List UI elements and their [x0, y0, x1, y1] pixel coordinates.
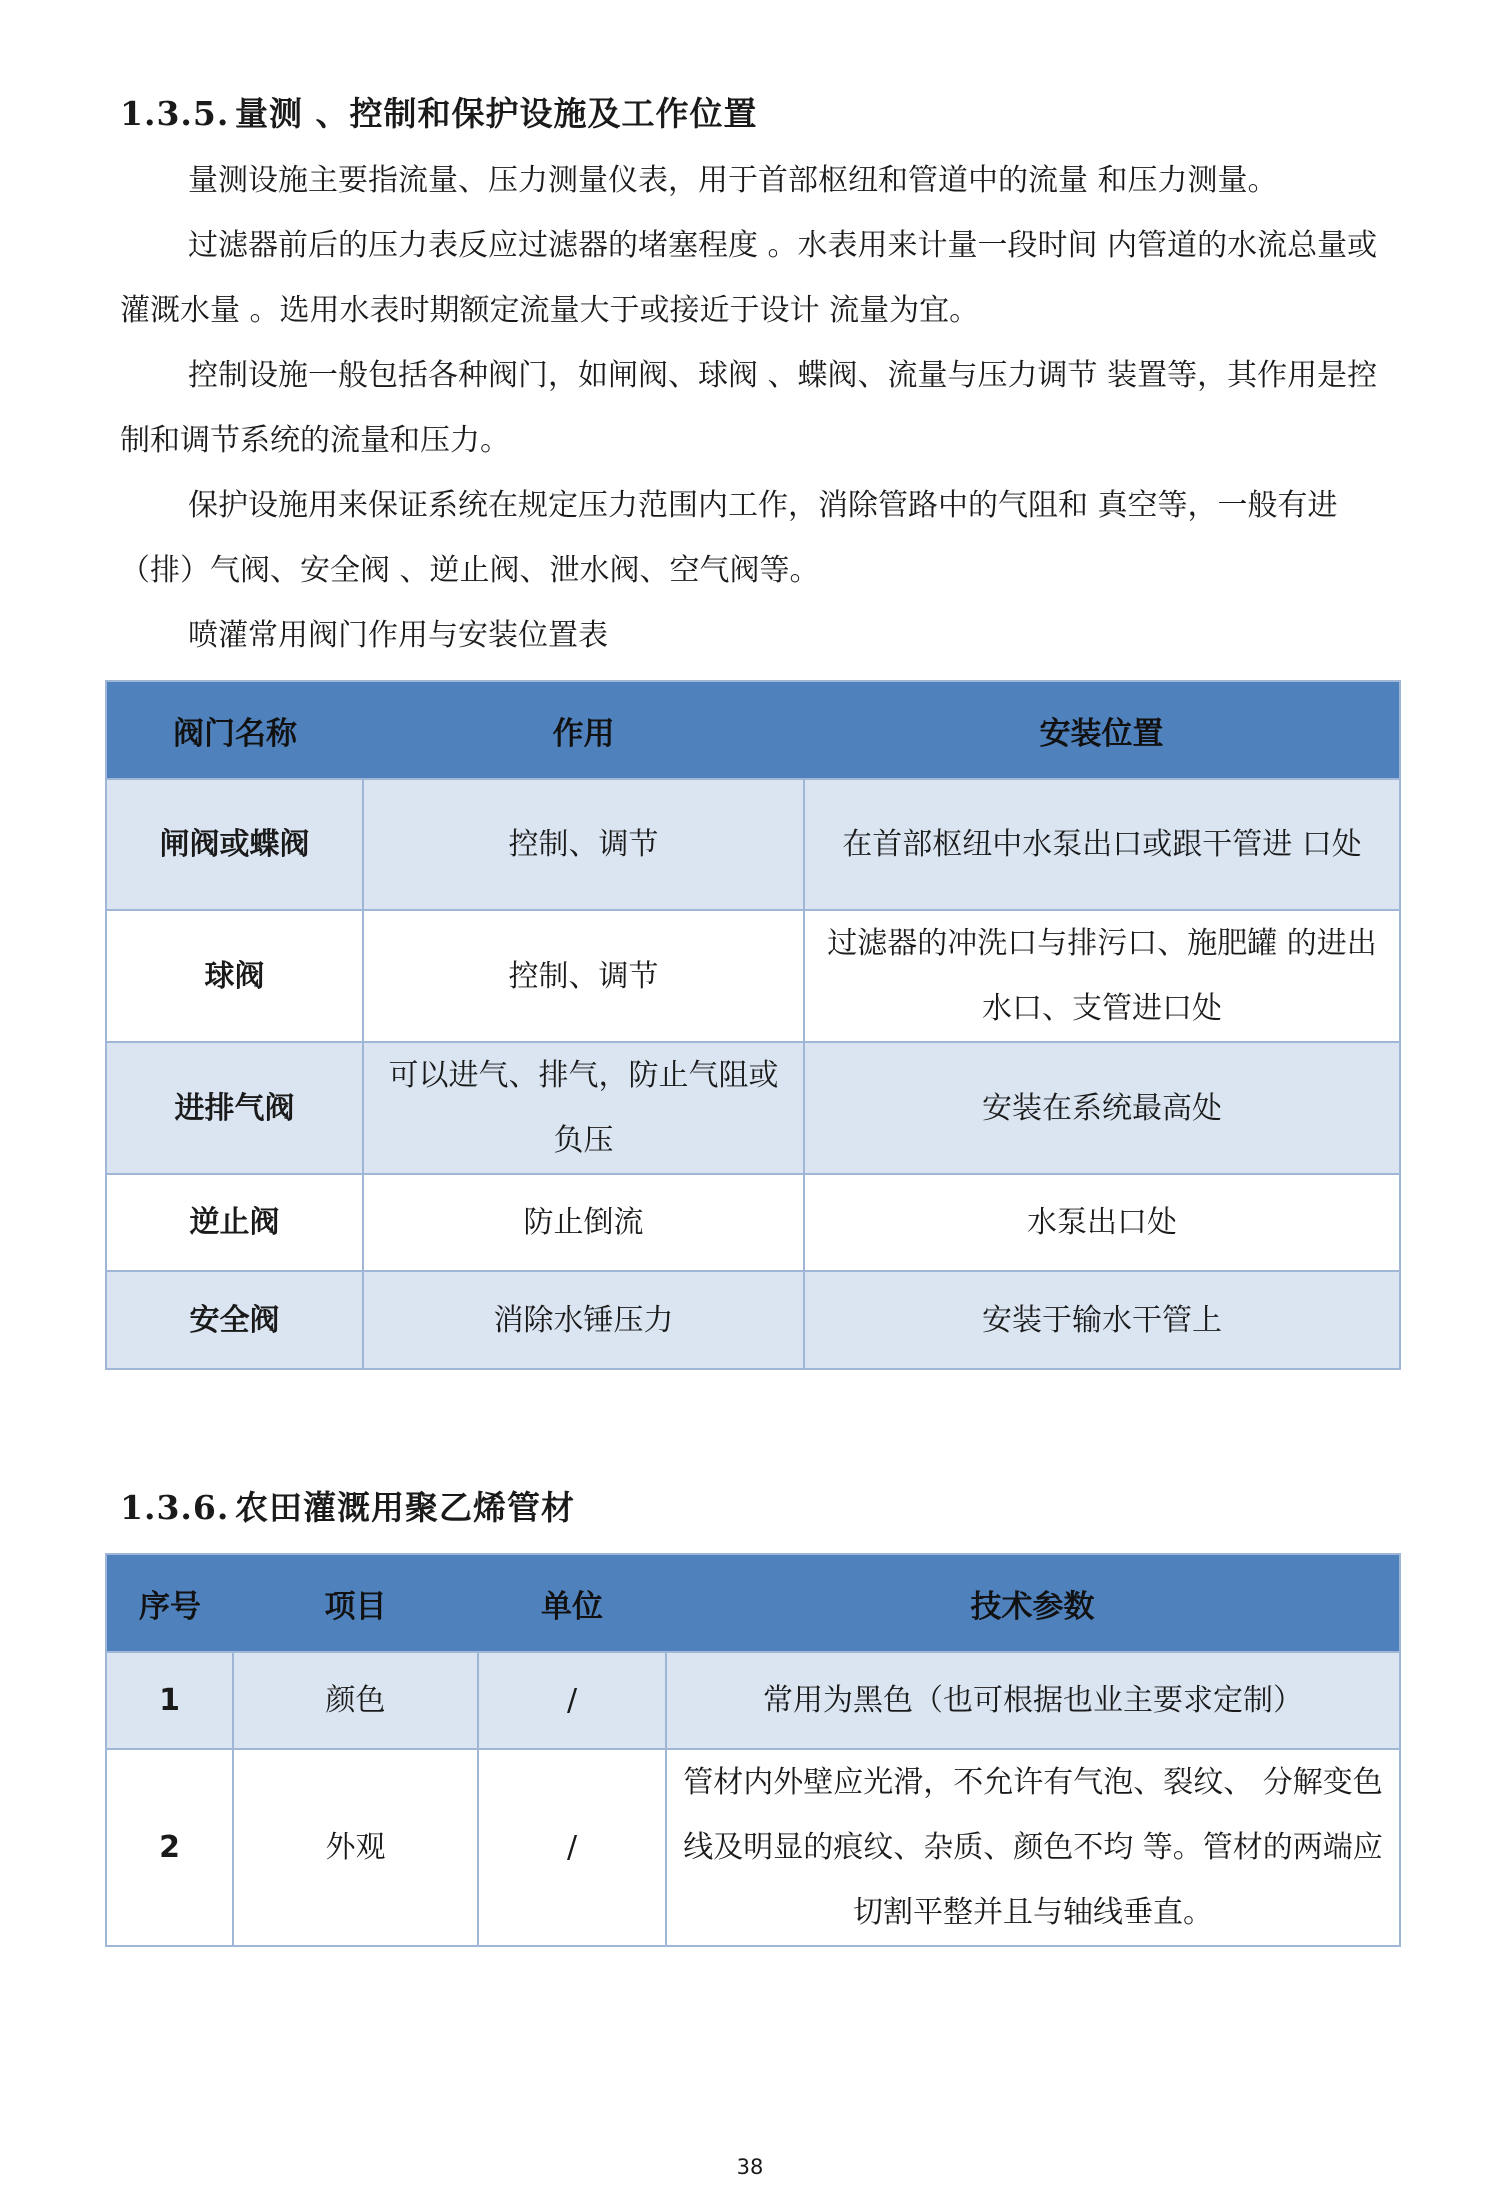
valve-table [105, 680, 1401, 1370]
table-row [106, 1749, 1400, 1946]
column-header: 安装位置 [804, 681, 1400, 779]
table-row [106, 910, 1400, 1042]
spec-cell: 常用为黑色（也可根据也业主要求定制） [666, 1652, 1400, 1749]
spec-cell: 管材内外壁应光滑，不允许有气泡、裂纹、 分解变色线及明显的痕纹、杂质、颜色不均 等。管材的两端应切割平整并且与轴线垂直。 [666, 1749, 1400, 1946]
section-heading-1-3-5 [120, 88, 758, 135]
valve-function-cell: 防止倒流 [363, 1174, 804, 1271]
unit-cell: / [478, 1749, 666, 1946]
valve-location-cell: 在首部枢纽中水泵出口或跟干管进 口处 [804, 779, 1400, 910]
valve-function-cell: 消除水锤压力 [363, 1271, 804, 1369]
unit-cell: / [478, 1652, 666, 1749]
valve-name-cell: 球阀 [106, 910, 363, 1042]
valve-function-cell: 控制、调节 [363, 910, 804, 1042]
section-number: 1.3.5. [120, 94, 230, 133]
paragraph-protection: 保护设施用来保证系统在规定压力范围内工作，消除管路中的气阻和 真空等，一般有进（排）气阀、安全阀 、逆止阀、泄水阀、空气阀等。 [120, 488, 1338, 588]
serial-number-cell: 2 [106, 1749, 233, 1946]
table-header-row [106, 681, 1400, 779]
table-row [106, 1174, 1400, 1271]
page-number: 38 [736, 2155, 764, 2179]
valve-name-cell: 进排气阀 [106, 1042, 363, 1174]
paragraph-measurement: 量测设施主要指流量、压力测量仪表，用于首部枢纽和管道中的流量 和压力测量。 [188, 163, 1278, 198]
valve-function-cell: 控制、调节 [363, 779, 804, 910]
valve-name-cell: 安全阀 [106, 1271, 363, 1369]
item-cell: 外观 [233, 1749, 478, 1946]
table-header-row [106, 1554, 1400, 1652]
table-row [106, 1652, 1400, 1749]
valve-name-cell: 闸阀或蝶阀 [106, 779, 363, 910]
valve-location-cell: 安装于输水干管上 [804, 1271, 1400, 1369]
section-number: 1.3.6. [120, 1488, 230, 1527]
section-title: 农田灌溉用聚乙烯管材 [235, 1488, 575, 1527]
valve-location-cell: 安装在系统最高处 [804, 1042, 1400, 1174]
item-cell: 颜色 [233, 1652, 478, 1749]
paragraph-control: 控制设施一般包括各种阀门，如闸阀、球阀 、蝶阀、流量与压力调节 装置等，其作用是控制和调节系统的流量和压力。 [120, 358, 1378, 458]
column-header: 单位 [478, 1554, 666, 1652]
valve-location-cell: 过滤器的冲洗口与排污口、施肥罐 的进出水口、支管进口处 [804, 910, 1400, 1042]
column-header: 序号 [106, 1554, 233, 1652]
table-row [106, 1042, 1400, 1174]
table-row [106, 779, 1400, 910]
table-row [106, 1271, 1400, 1369]
pipe-spec-table [105, 1553, 1401, 1947]
column-header: 技术参数 [666, 1554, 1400, 1652]
serial-number-cell: 1 [106, 1652, 233, 1749]
column-header: 项目 [233, 1554, 478, 1652]
valve-name-cell: 逆止阀 [106, 1174, 363, 1271]
section-heading-1-3-6 [120, 1482, 575, 1529]
column-header: 作用 [363, 681, 804, 779]
table-caption: 喷灌常用阀门作用与安装位置表 [188, 618, 608, 653]
section-title: 量测 、控制和保护设施及工作位置 [235, 94, 758, 133]
valve-location-cell: 水泵出口处 [804, 1174, 1400, 1271]
paragraph-filter-meter: 过滤器前后的压力表反应过滤器的堵塞程度 。水表用来计量一段时间 内管道的水流总量或灌溉水量 。选用水表时期额定流量大于或接近于设计 流量为宜。 [120, 228, 1378, 328]
valve-function-cell: 可以进气、排气，防止气阻或负压 [363, 1042, 804, 1174]
column-header: 阀门名称 [106, 681, 363, 779]
